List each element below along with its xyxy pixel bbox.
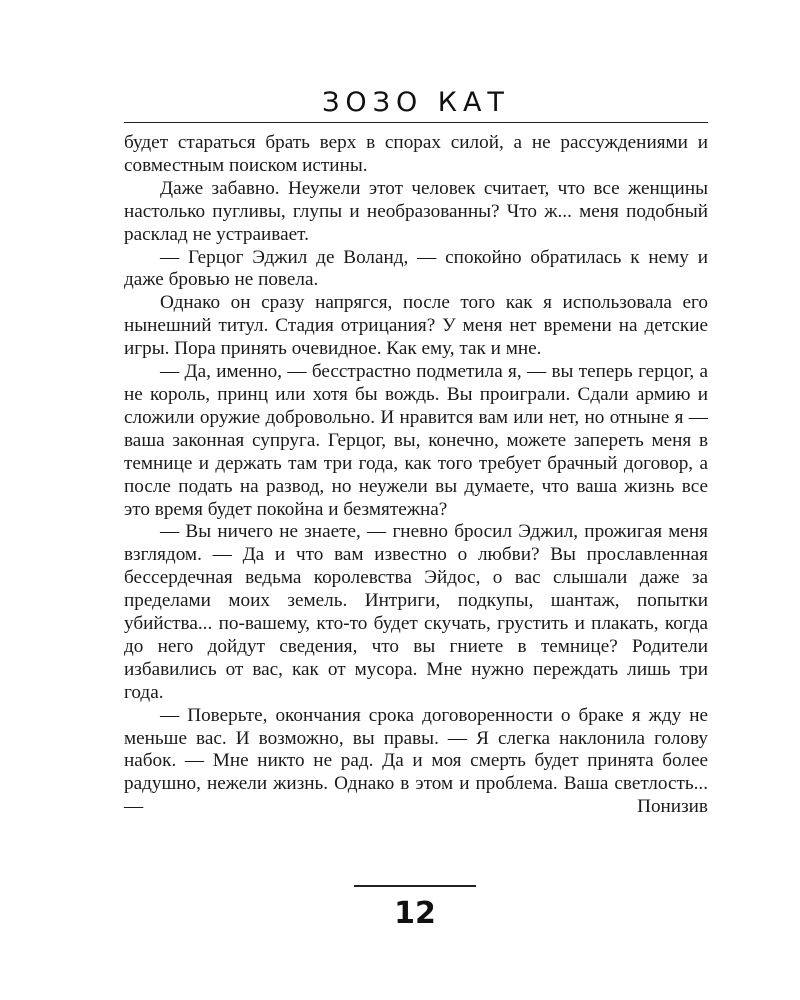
page-number: 12: [394, 896, 436, 931]
body-text: [124, 132, 708, 819]
paragraph: — Поверьте, окончания срока договоренности о браке я жду не меньше вас. И возможно, вы правы. — Я слегка наклонила голову набок. — Мне никто не рад. Да и моя смерть будет принята более радушно, нежели жизнь. Однако в этом и проблема. Ваша светлость... — Понизив: [124, 704, 708, 818]
paragraph: Однако он сразу напрягся, после того как я использовала его нынешний титул. Стадия отрицания? У меня нет времени на детские игры. Пора принять очевидное. Как ему, так и мне.: [124, 292, 708, 360]
paragraph: будет стараться брать верх в спорах силой, а не рассуждениями и совместным поиском истины.: [124, 132, 708, 176]
paragraph: — Герцог Эджил де Воланд, — спокойно обратилась к нему и даже бровью не повела.: [124, 246, 708, 291]
running-head-author: ЗОЗО КАТ: [322, 87, 510, 118]
footer-rule: [354, 885, 476, 887]
paragraph: — Да, именно, — бесстрастно подметила я, — вы теперь герцог, а не король, принц или хотя бы вождь. Вы проиграли. Сдали армию и сложили оружие добровольно. И нравится вам или нет, но отныне я — ваша законная супруга. Герцог, вы, конечно, можете запереть меня в темнице и держать там три года, как того требует брачный договор, а после подать на развод, но неужели вы думаете, что ваша жизнь все это время будет покойна и безмятежна?: [124, 361, 708, 520]
paragraph: — Вы ничего не знаете, — гневно бросил Эджил, прожигая меня взглядом. — Да и что вам известно о любви? Вы прославленная бессердечная ведьма королевства Эйдос, о вас слышали даже за пределами моих земель. Интриги, подкупы, шантаж, попытки убийства... по-вашему, кто-то будет скучать, грустить и плакать, когда до него дойдут сведения, что вы гниете в темнице? Родители избавились от вас, как от мусора. Мне нужно переждать лишь три года.: [124, 521, 708, 703]
header-rule: [124, 122, 708, 123]
paragraph: Даже забавно. Неужели этот человек считает, что все женщины настолько пугливы, глупы и необразованны? Что ж... меня подобный расклад не устраивает.: [124, 177, 708, 245]
